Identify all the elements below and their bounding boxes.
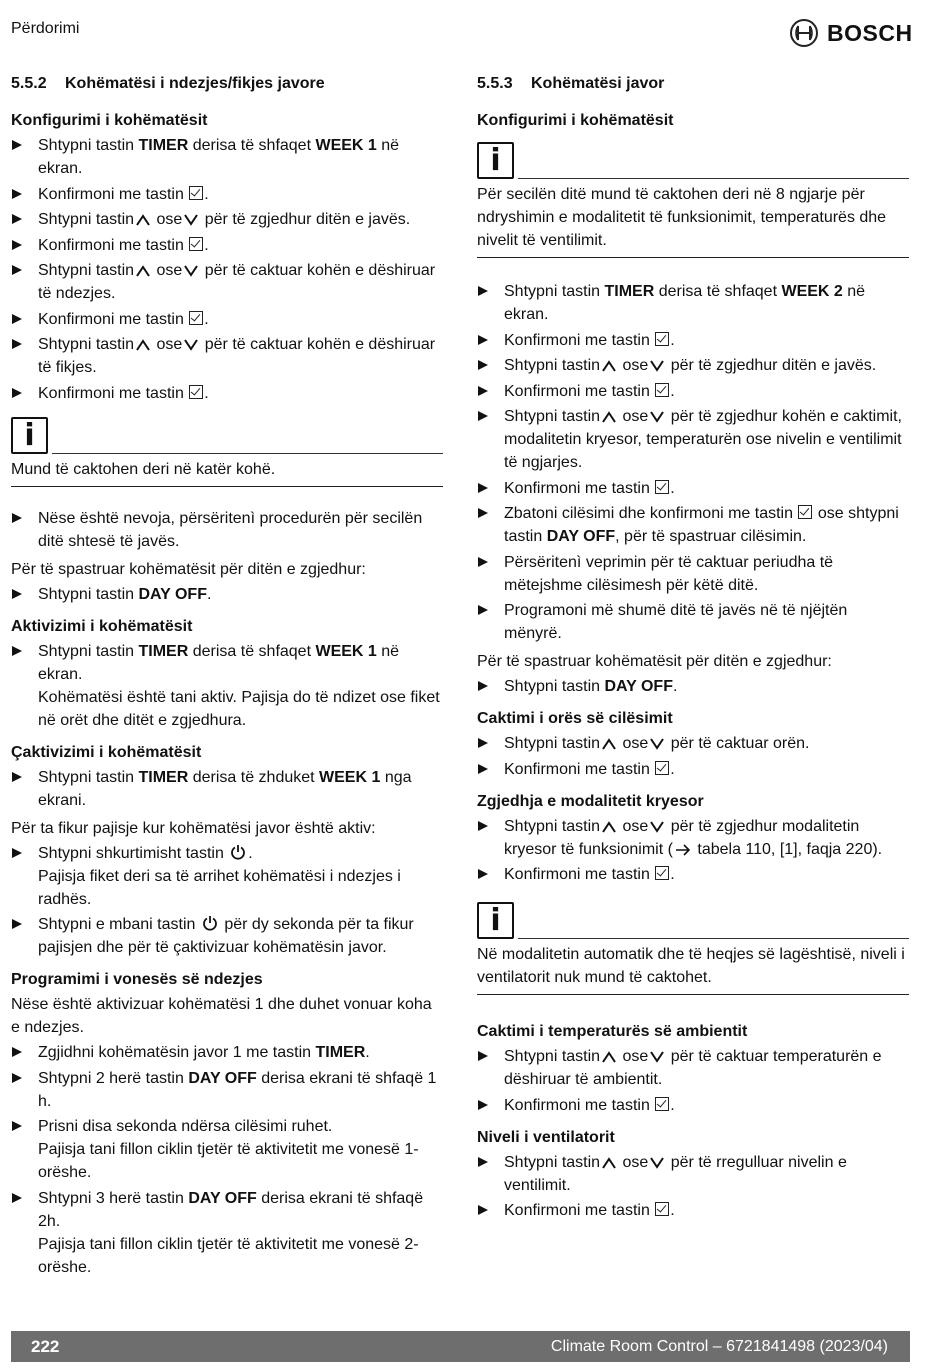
section-552-heading: 5.5.2 Kohëmatësi i ndezjes/fikjes javore: [11, 75, 325, 92]
mode-heading: Zgjedhja e modalitetit kryesor: [477, 792, 704, 810]
section-553-heading: 5.5.3 Kohëmatësi javor: [477, 75, 665, 92]
info-icon: i: [11, 417, 48, 454]
delay-heading: Programimi i vonesës së ndezjes: [11, 971, 263, 988]
list-item: Shtypni 3 herë tastin DAY OFF derisa ekrani të shfaqë 2h. Pajisja tani fillon ciklin tjetër të aktivitetit me vonesë 2-orëshe.: [11, 1187, 443, 1279]
checkmark-key-icon: [189, 237, 203, 251]
arrow-down-icon: [650, 360, 664, 372]
clear-intro: Për të spastruar kohëmatësit për ditën e zgjedhur:: [477, 653, 832, 670]
config-heading: Konfigurimi i kohëmatësit: [11, 112, 208, 129]
checkmark-key-icon: [189, 186, 203, 200]
list-item: Shtypni tastin ose për të zgjedhur ditën e javës.: [477, 354, 909, 377]
left-column: [11, 73, 443, 1281]
off-intro: Për ta fikur pajisje kur kohëmatësi javor është aktiv:: [11, 819, 376, 837]
config-heading: Konfigurimi i kohëmatësit: [477, 112, 674, 129]
info-note: [11, 417, 443, 487]
checkmark-key-icon: [189, 385, 203, 399]
list-item: Nëse është nevoja, përsëritenì procedurën për secilën ditë shtesë të javës.: [11, 507, 443, 553]
brand-name: BOSCH: [827, 19, 913, 46]
power-icon: [202, 915, 218, 931]
checkmark-key-icon: [655, 866, 669, 880]
list-item: Shtypni tastin ose për të zgjedhur modalitetin kryesor të funksionimit ( tabela 110, [1], faqja 220).: [477, 815, 909, 861]
arrow-down-icon: [184, 265, 198, 277]
list-item: Shtypni tastin DAY OFF.: [477, 675, 909, 698]
list-item: Konfirmoni me tastin .: [11, 183, 443, 206]
arrow-up-icon: [136, 265, 150, 277]
list-item: Shtypni tastin TIMER derisa të shfaqet WEEK 1 në ekran. Kohëmatësi është tani aktiv. Pajisja do të ndizet ose fiket në orët dhe ditët e zgjedhura.: [11, 640, 443, 732]
arrow-up-icon: [602, 360, 616, 372]
note-text: Për secilën ditë mund të caktohen deri në 8 ngjarje për ndryshimin e modalitetit të funksionimit, temperaturës dhe nivelit të ventilimit.: [477, 179, 909, 258]
list-item: Konfirmoni me tastin .: [477, 329, 909, 352]
list-item: Konfirmoni me tastin .: [11, 308, 443, 331]
checkmark-key-icon: [655, 332, 669, 346]
list-item: Shtypni tastin TIMER derisa të shfaqet WEEK 1 në ekran.: [11, 134, 443, 180]
list-item: Zbatoni cilësimi dhe konfirmoni me tastin ose shtypni tastin DAY OFF, për të spastruar cilësimin.: [477, 502, 909, 548]
checkmark-key-icon: [189, 311, 203, 325]
list-item: Shtypni tastin ose për të caktuar kohën e dëshiruar të fikjes.: [11, 333, 443, 379]
checkmark-key-icon: [798, 505, 812, 519]
page-footer: [11, 1331, 910, 1362]
info-note: [477, 902, 909, 995]
arrow-up-icon: [602, 1157, 616, 1169]
list-item: Shtypni 2 herë tastin DAY OFF derisa ekrani të shfaqë 1 h.: [11, 1067, 443, 1113]
document-reference: Climate Room Control – 6721841498 (2023/04): [550, 1337, 888, 1355]
arrow-down-icon: [184, 339, 198, 351]
list-item: Prisni disa sekonda ndërsa cilësimi ruhet. Pajisja tani fillon ciklin tjetër të aktivitetit me vonesë 1-orëshe.: [11, 1115, 443, 1184]
list-item: Përsëritenì veprimin për të caktuar periudha të mëtejshme cilësimesh për këtë ditë.: [477, 551, 909, 597]
list-item: Konfirmoni me tastin .: [477, 863, 909, 886]
arrow-down-icon: [650, 1157, 664, 1169]
activate-heading: Aktivizimi i kohëmatësit: [11, 617, 193, 635]
checkmark-key-icon: [655, 1202, 669, 1216]
power-icon: [230, 844, 246, 860]
right-arrow-icon: [675, 844, 691, 856]
config-steps: [11, 134, 443, 405]
bosch-logo-icon: [789, 18, 819, 48]
info-note: [477, 142, 909, 258]
arrow-down-icon: [650, 1051, 664, 1063]
info-icon: i: [477, 902, 514, 939]
list-item: Konfirmoni me tastin .: [477, 758, 909, 781]
arrow-down-icon: [650, 738, 664, 750]
list-item: Konfirmoni me tastin .: [477, 1094, 909, 1117]
header-section: Përdorimi: [11, 20, 80, 37]
note-text: Në modalitetin automatik dhe të heqjes së lagështisë, niveli i ventilatorit nuk mund të caktohet.: [477, 939, 909, 995]
list-item: Shtypni shkurtimisht tastin . Pajisja fiket deri sa të arrihet kohëmatësi i ndezjes i radhës.: [11, 842, 443, 911]
checkmark-key-icon: [655, 1097, 669, 1111]
list-item: Shtypni tastin ose për të zgjedhur ditën e javës.: [11, 208, 443, 231]
list-item: Shtypni tastin DAY OFF.: [11, 583, 443, 606]
arrow-up-icon: [136, 214, 150, 226]
arrow-down-icon: [650, 411, 664, 423]
time-heading: Caktimi i orës së cilësimit: [477, 710, 673, 727]
list-item: Shtypni tastin ose për të zgjedhur kohën e caktimit, modalitetin kryesor, temperaturën ose nivelin e ventilimit të ngjarjes.: [477, 405, 909, 474]
checkmark-key-icon: [655, 383, 669, 397]
list-item: Shtypni tastin ose për të rregulluar nivelin e ventilimit.: [477, 1151, 909, 1197]
list-item: Konfirmoni me tastin .: [477, 477, 909, 500]
list-item: Programoni më shumë ditë të javës në të njëjtën mënyrë.: [477, 599, 909, 645]
arrow-up-icon: [602, 738, 616, 750]
list-item: Shtypni tastin ose për të caktuar orën.: [477, 732, 909, 755]
arrow-down-icon: [650, 821, 664, 833]
delay-intro: Nëse është aktivizuar kohëmatësi 1 dhe duhet vonuar koha e ndezjes.: [11, 996, 432, 1036]
list-item: Shtypni e mbani tastin për dy sekonda për ta fikur pajisjen dhe për të çaktivizuar kohëmatësin javor.: [11, 913, 443, 959]
checkmark-key-icon: [655, 761, 669, 775]
bosch-logo: [789, 18, 913, 48]
arrow-up-icon: [602, 1051, 616, 1063]
right-column: [477, 73, 909, 1225]
list-item: Shtypni tastin ose për të caktuar kohën e dëshiruar të ndezjes.: [11, 259, 443, 305]
list-item: Konfirmoni me tastin .: [477, 380, 909, 403]
list-item: Konfirmoni me tastin .: [11, 234, 443, 257]
fan-heading: Niveli i ventilatorit: [477, 1128, 615, 1146]
list-item: Konfirmoni me tastin .: [477, 1199, 909, 1222]
arrow-up-icon: [136, 339, 150, 351]
list-item: Konfirmoni me tastin .: [11, 382, 443, 405]
arrow-up-icon: [602, 821, 616, 833]
arrow-up-icon: [602, 411, 616, 423]
list-item: Shtypni tastin ose për të caktuar temperaturën e dëshiruar të ambientit.: [477, 1045, 909, 1091]
temperature-heading: Caktimi i temperaturës së ambientit: [477, 1023, 748, 1040]
checkmark-key-icon: [655, 480, 669, 494]
clear-intro: Për të spastruar kohëmatësit për ditën e zgjedhur:: [11, 560, 366, 578]
info-icon: i: [477, 142, 514, 179]
list-item: Shtypni tastin TIMER derisa të zhduket WEEK 1 nga ekrani.: [11, 766, 443, 812]
list-item: Shtypni tastin TIMER derisa të shfaqet WEEK 2 në ekran.: [477, 280, 909, 326]
list-item: Zgjidhni kohëmatësin javor 1 me tastin TIMER.: [11, 1041, 443, 1064]
page-number: 222: [31, 1336, 60, 1356]
note-text: Mund të caktohen deri në katër kohë.: [11, 454, 443, 487]
deactivate-heading: Çaktivizimi i kohëmatësit: [11, 743, 202, 761]
arrow-down-icon: [184, 214, 198, 226]
